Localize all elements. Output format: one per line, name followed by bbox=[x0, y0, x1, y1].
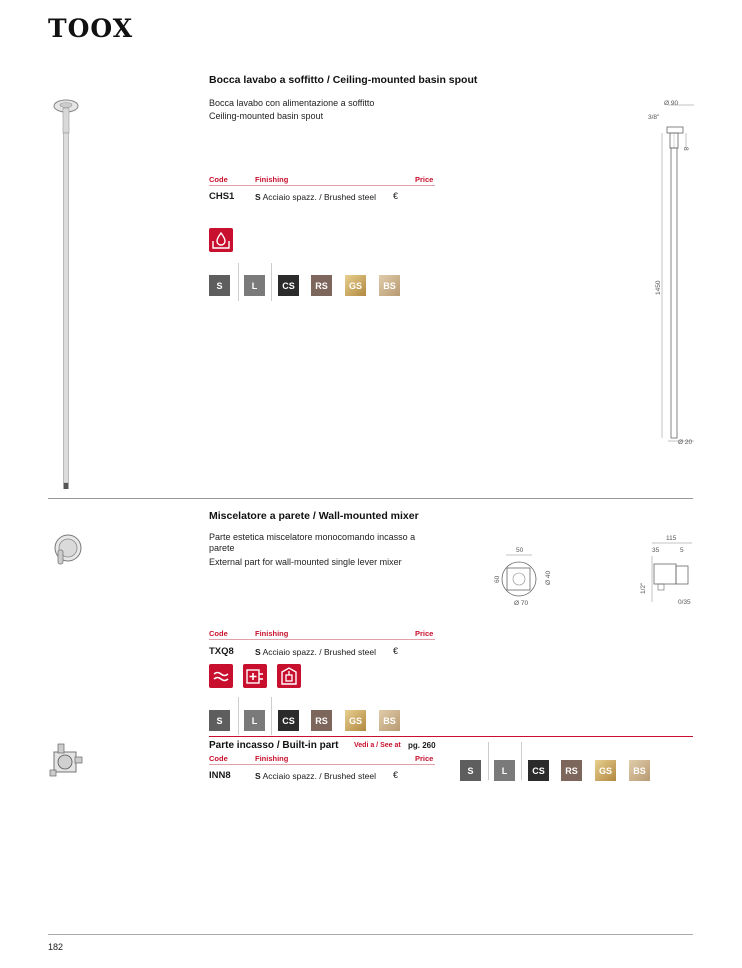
swatch-bs[interactable]: BS bbox=[379, 710, 400, 731]
finish-label: Acciaio spazz. / Brushed steel bbox=[262, 771, 376, 781]
mixer-side-drawing bbox=[634, 532, 696, 610]
price: € bbox=[393, 191, 399, 201]
swatch-l[interactable]: L bbox=[494, 760, 515, 781]
product-code: INN8 bbox=[209, 770, 231, 781]
page-number: 182 bbox=[48, 942, 64, 952]
wall-mixer-image bbox=[50, 530, 84, 570]
swatch-separator bbox=[271, 697, 272, 735]
ceiling-spout-image bbox=[48, 96, 84, 496]
swatch-gs[interactable]: GS bbox=[345, 275, 366, 296]
swatch-l[interactable]: L bbox=[244, 275, 265, 296]
price: € bbox=[393, 646, 399, 656]
section1-desc-en: Ceiling-mounted basin spout bbox=[209, 111, 324, 121]
price-header: Price bbox=[415, 754, 434, 763]
see-at-label: Vedi a / See at bbox=[354, 742, 401, 749]
price: € bbox=[393, 770, 399, 780]
finish bbox=[255, 771, 376, 781]
brand-logo: TOOX bbox=[48, 14, 134, 43]
header-rule bbox=[209, 764, 435, 765]
swatch-cs[interactable]: CS bbox=[278, 275, 299, 296]
dim-d70: Ø 70 bbox=[514, 600, 529, 607]
dim-d90: Ø 90 bbox=[664, 100, 679, 107]
subsection-rule bbox=[209, 736, 693, 737]
swatch-separator bbox=[238, 263, 239, 301]
see-at-page-link[interactable]: pg. 260 bbox=[408, 741, 436, 750]
finish bbox=[255, 647, 376, 657]
dim-h60: 60 bbox=[494, 575, 501, 583]
swatch-cs[interactable]: CS bbox=[528, 760, 549, 781]
swatch-separator bbox=[271, 263, 272, 301]
cartridge-icon bbox=[277, 664, 301, 688]
dim-d40: Ø 40 bbox=[545, 570, 552, 585]
thermostat-icon bbox=[243, 664, 267, 688]
swatch-gs[interactable]: GS bbox=[595, 760, 616, 781]
footer-rule bbox=[48, 934, 693, 935]
dim-w115: 115 bbox=[666, 535, 677, 542]
product-code: TXQ8 bbox=[209, 646, 234, 657]
header-rule bbox=[209, 639, 435, 640]
built-in-part-image bbox=[48, 742, 84, 780]
dim-r35: 0/35 bbox=[678, 599, 691, 606]
price-header: Price bbox=[415, 175, 434, 184]
swatch-cs[interactable]: CS bbox=[278, 710, 299, 731]
swatch-rs[interactable]: RS bbox=[311, 275, 332, 296]
section3-title: Parte incasso / Built-in part bbox=[209, 740, 339, 751]
code-header: Code bbox=[209, 754, 228, 763]
section1-desc-it: Bocca lavabo con alimentazione a soffitto bbox=[209, 98, 375, 108]
dim-w50: 50 bbox=[516, 547, 524, 554]
section-divider bbox=[48, 498, 693, 499]
swatch-separator bbox=[238, 697, 239, 735]
swatch-rs[interactable]: RS bbox=[311, 710, 332, 731]
dim-w35: 35 bbox=[652, 547, 660, 554]
finish-label: Acciaio spazz. / Brushed steel bbox=[262, 647, 376, 657]
swatch-s[interactable]: S bbox=[209, 710, 230, 731]
dim-h8: 8 bbox=[682, 147, 689, 151]
finish-code: S bbox=[255, 192, 261, 202]
code-header: Code bbox=[209, 629, 228, 638]
section1-title: Bocca lavabo a soffitto / Ceiling-mounted basin spout bbox=[209, 74, 478, 86]
dim-thread: 3/8" bbox=[648, 114, 660, 121]
price-header: Price bbox=[415, 629, 434, 638]
product-code: CHS1 bbox=[209, 191, 235, 202]
swatch-bs[interactable]: BS bbox=[629, 760, 650, 781]
swatch-s[interactable]: S bbox=[460, 760, 481, 781]
finish-code: S bbox=[255, 771, 261, 781]
swatch-bs[interactable]: BS bbox=[379, 275, 400, 296]
finishing-header: Finishing bbox=[255, 175, 289, 184]
dim-half: 1/2" bbox=[640, 582, 647, 594]
spout-technical-drawing bbox=[640, 95, 700, 450]
finish-label: Acciaio spazz. / Brushed steel bbox=[262, 192, 376, 202]
dim-w5: 5 bbox=[680, 547, 684, 554]
water-cert-icon bbox=[209, 228, 233, 252]
swatch-separator bbox=[521, 742, 522, 780]
flow-icon bbox=[209, 664, 233, 688]
section2-desc-en: External part for wall-mounted single lever mixer bbox=[209, 557, 402, 567]
finish bbox=[255, 192, 376, 202]
swatch-l[interactable]: L bbox=[244, 710, 265, 731]
mixer-front-drawing bbox=[490, 543, 560, 609]
finishing-header: Finishing bbox=[255, 629, 289, 638]
finish-code: S bbox=[255, 647, 261, 657]
section2-desc-it: Parte estetica miscelatore monocomando incasso a parete bbox=[209, 532, 416, 553]
section2-title: Miscelatore a parete / Wall-mounted mixer bbox=[209, 510, 419, 522]
swatch-rs[interactable]: RS bbox=[561, 760, 582, 781]
swatch-s[interactable]: S bbox=[209, 275, 230, 296]
code-header: Code bbox=[209, 175, 228, 184]
dim-d20: Ø 20 bbox=[678, 439, 693, 446]
swatch-separator bbox=[488, 742, 489, 780]
finishing-header: Finishing bbox=[255, 754, 289, 763]
header-rule bbox=[209, 185, 435, 186]
swatch-gs[interactable]: GS bbox=[345, 710, 366, 731]
dim-length: 1450 bbox=[655, 280, 662, 295]
